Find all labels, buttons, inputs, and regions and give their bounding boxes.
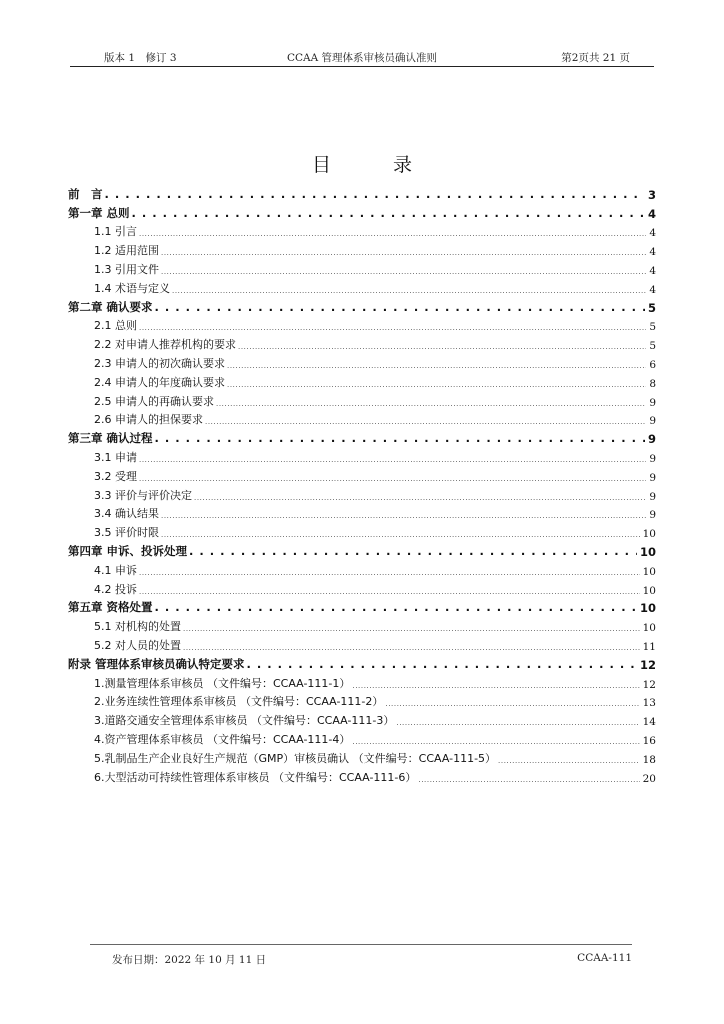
header-page-info: 第2页共 21 页 xyxy=(561,52,630,64)
toc-entry-label: 前 言 xyxy=(68,186,103,201)
toc-entry-label: 3.3 评价与评价决定 xyxy=(94,488,192,502)
toc-leader-dots xyxy=(247,653,637,672)
toc-chapter-entry[interactable] xyxy=(68,202,656,221)
toc-entry-page-number: 9 xyxy=(649,509,656,522)
toc-entry-page-number: 9 xyxy=(649,471,656,484)
toc-entry-label: 附录 管理体系审核员确认特定要求 xyxy=(68,656,245,671)
footer-publish-date: 发布日期：2022 年 10 月 11 日 xyxy=(112,954,267,966)
toc-entry-page-number: 10 xyxy=(639,601,656,616)
toc-leader-dots xyxy=(155,296,645,315)
toc-leader-dots xyxy=(205,409,646,428)
toc-leader-dots xyxy=(183,615,640,634)
toc-entry-label: 2.3 申请人的初次确认要求 xyxy=(94,356,225,370)
toc-leader-dots xyxy=(172,277,646,296)
toc-leader-dots xyxy=(155,597,637,616)
toc-entry-label: 4.1 申诉 xyxy=(94,563,137,577)
toc-entry-label: 5.1 对机构的处置 xyxy=(94,620,181,634)
toc-entry-label: 第五章 资格处置 xyxy=(68,600,153,615)
toc-entry-page-number: 5 xyxy=(649,321,656,334)
toc-entry-page-number: 8 xyxy=(649,377,656,390)
toc-chapter-entry[interactable] xyxy=(68,540,656,559)
toc-entry-label: 1.测量管理体系审核员 （文件编号：CCAA-111-1） xyxy=(94,676,351,690)
toc-entry-page-number: 10 xyxy=(642,528,656,541)
toc-entry-label: 2.2 对申请人推荐机构的要求 xyxy=(94,338,236,352)
toc-entry-page-number: 5 xyxy=(647,300,656,315)
toc-section-entry[interactable] xyxy=(68,277,656,296)
toc-entry-page-number: 10 xyxy=(642,584,656,597)
table-of-contents xyxy=(68,183,656,785)
toc-section-entry[interactable] xyxy=(68,239,656,258)
toc-leader-dots xyxy=(139,446,646,465)
toc-entry-page-number: 10 xyxy=(642,622,656,635)
toc-section-entry[interactable] xyxy=(68,503,656,522)
toc-entry-label: 3.2 受理 xyxy=(94,469,137,483)
toc-entry-label: 5.乳制品生产企业良好生产规范（GMP）审核员确认 （文件编号：CCAA-111-5） xyxy=(94,751,497,765)
toc-entry-page-number: 13 xyxy=(642,697,656,710)
toc-leader-dots xyxy=(132,202,645,221)
toc-chapter-entry[interactable] xyxy=(68,653,656,672)
toc-leader-dots xyxy=(139,221,646,240)
toc-entry-page-number: 3 xyxy=(647,187,656,202)
page-footer xyxy=(90,944,632,965)
toc-entry-label: 1.1 引言 xyxy=(94,225,137,239)
toc-section-entry[interactable] xyxy=(68,352,656,371)
toc-leader-dots xyxy=(139,315,646,334)
toc-entry-label: 2.4 申请人的年度确认要求 xyxy=(94,375,225,389)
toc-leader-dots xyxy=(183,634,640,653)
toc-section-entry[interactable] xyxy=(68,521,656,540)
toc-entry-label: 2.业务连续性管理体系审核员 （文件编号：CCAA-111-2） xyxy=(94,695,384,709)
toc-section-entry[interactable] xyxy=(68,578,656,597)
toc-leader-dots xyxy=(216,390,646,409)
toc-entry-label: 3.道路交通安全管理体系审核员 （文件编号：CCAA-111-3） xyxy=(94,714,395,728)
toc-section-entry[interactable] xyxy=(68,747,656,766)
toc-entry-page-number: 11 xyxy=(642,640,656,653)
toc-leader-dots xyxy=(161,521,640,540)
footer-doc-code: CCAA-111 xyxy=(577,952,632,964)
toc-entry-page-number: 4 xyxy=(649,227,656,240)
toc-entry-page-number: 9 xyxy=(649,415,656,428)
toc-entry-page-number: 16 xyxy=(642,734,656,747)
toc-entry-page-number: 12 xyxy=(639,657,656,672)
toc-section-entry[interactable] xyxy=(68,258,656,277)
toc-chapter-entry[interactable] xyxy=(68,597,656,616)
toc-leader-dots xyxy=(161,239,646,258)
header-title: CCAA 管理体系审核员确认准则 xyxy=(286,52,438,64)
toc-entry-label: 3.1 申请 xyxy=(94,450,137,464)
toc-leader-dots xyxy=(139,559,640,578)
toc-entry-page-number: 4 xyxy=(649,246,656,259)
toc-entry-page-number: 20 xyxy=(642,772,656,785)
toc-leader-dots xyxy=(161,258,646,277)
toc-entry-label: 第二章 确认要求 xyxy=(68,299,153,314)
toc-section-entry[interactable] xyxy=(68,766,656,785)
toc-entry-label: 1.3 引用文件 xyxy=(94,262,159,276)
toc-entry-label: 1.4 术语与定义 xyxy=(94,281,170,295)
toc-entry-page-number: 9 xyxy=(649,396,656,409)
toc-title: 目 录 xyxy=(311,154,441,176)
toc-chapter-entry[interactable] xyxy=(68,296,656,315)
toc-section-entry[interactable] xyxy=(68,615,656,634)
toc-leader-dots xyxy=(227,371,646,390)
toc-entry-label: 2.1 总则 xyxy=(94,319,137,333)
toc-section-entry[interactable] xyxy=(68,446,656,465)
toc-entry-page-number: 18 xyxy=(642,753,656,766)
toc-entry-label: 6.大型活动可持续性管理体系审核员 （文件编号：CCAA-111-6） xyxy=(94,770,417,784)
toc-entry-label: 4.2 投诉 xyxy=(94,582,137,596)
toc-section-entry[interactable] xyxy=(68,371,656,390)
toc-entry-page-number: 12 xyxy=(642,678,656,691)
toc-entry-page-number: 6 xyxy=(649,358,656,371)
toc-entry-page-number: 9 xyxy=(649,452,656,465)
toc-leader-dots xyxy=(155,427,645,446)
toc-section-entry[interactable] xyxy=(68,672,656,691)
header-version: 版本 1 修订 3 xyxy=(104,52,177,64)
toc-entry-label: 3.4 确认结果 xyxy=(94,507,159,521)
toc-entry-label: 第三章 确认过程 xyxy=(68,431,153,446)
page-header xyxy=(70,48,654,67)
toc-leader-dots xyxy=(238,333,646,352)
toc-entry-page-number: 14 xyxy=(642,716,656,729)
toc-chapter-entry[interactable] xyxy=(68,183,656,202)
toc-section-entry[interactable] xyxy=(68,465,656,484)
toc-entry-page-number: 10 xyxy=(642,565,656,578)
toc-section-entry[interactable] xyxy=(68,221,656,240)
toc-leader-dots xyxy=(352,672,639,691)
toc-leader-dots xyxy=(161,503,646,522)
toc-entry-page-number: 4 xyxy=(649,264,656,277)
toc-chapter-entry[interactable] xyxy=(68,427,656,446)
toc-entry-page-number: 4 xyxy=(647,206,656,221)
toc-leader-dots xyxy=(139,465,646,484)
toc-leader-dots xyxy=(194,484,646,503)
toc-entry-label: 3.5 评价时限 xyxy=(94,526,159,540)
toc-section-entry[interactable] xyxy=(68,709,656,728)
toc-entry-label: 2.5 申请人的再确认要求 xyxy=(94,394,214,408)
toc-entry-page-number: 9 xyxy=(647,432,656,447)
toc-entry-label: 5.2 对人员的处置 xyxy=(94,638,181,652)
toc-entry-page-number: 9 xyxy=(649,490,656,503)
toc-leader-dots xyxy=(227,352,646,371)
toc-leader-dots xyxy=(498,747,640,766)
toc-leader-dots xyxy=(352,728,639,747)
toc-entry-page-number: 4 xyxy=(649,283,656,296)
toc-section-entry[interactable] xyxy=(68,484,656,503)
toc-section-entry[interactable] xyxy=(68,559,656,578)
toc-leader-dots xyxy=(418,766,639,785)
toc-section-entry[interactable] xyxy=(68,390,656,409)
toc-leader-dots xyxy=(385,691,639,710)
toc-entry-page-number: 5 xyxy=(649,340,656,353)
toc-section-entry[interactable] xyxy=(68,333,656,352)
toc-leader-dots xyxy=(139,578,640,597)
toc-leader-dots xyxy=(105,183,645,202)
toc-section-entry[interactable] xyxy=(68,315,656,334)
toc-entry-label: 第四章 申诉、投诉处理 xyxy=(68,543,188,558)
toc-entry-label: 1.2 适用范围 xyxy=(94,244,159,258)
toc-entry-label: 4.资产管理体系审核员 （文件编号：CCAA-111-4） xyxy=(94,732,351,746)
toc-section-entry[interactable] xyxy=(68,409,656,428)
toc-leader-dots xyxy=(189,540,637,559)
toc-leader-dots xyxy=(396,709,639,728)
toc-entry-label: 2.6 申请人的担保要求 xyxy=(94,413,203,427)
toc-section-entry[interactable] xyxy=(68,691,656,710)
toc-section-entry[interactable] xyxy=(68,634,656,653)
toc-entry-page-number: 10 xyxy=(639,544,656,559)
toc-entry-label: 第一章 总则 xyxy=(68,205,130,220)
toc-section-entry[interactable] xyxy=(68,728,656,747)
